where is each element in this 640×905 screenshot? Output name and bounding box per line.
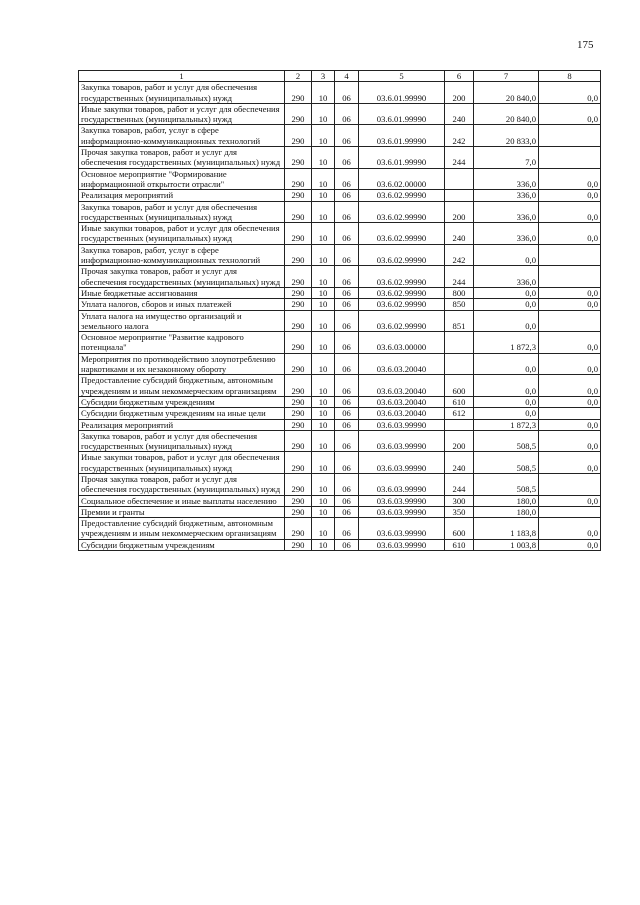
cell-amount-2 (539, 310, 601, 332)
cell-col-2: 290 (285, 396, 312, 407)
cell-col-4: 06 (335, 375, 359, 397)
cell-target-code: 03.6.02.99990 (359, 310, 445, 332)
cell-col-3: 10 (312, 506, 335, 517)
cell-amount: 336,0 (474, 168, 539, 190)
row-name: Основное мероприятие "Развитие кадрового потенциала" (79, 332, 285, 354)
table-row (79, 244, 601, 266)
cell-amount: 336,0 (474, 223, 539, 245)
cell-col-2: 290 (285, 332, 312, 354)
cell-col-4: 06 (335, 147, 359, 169)
cell-col-2: 290 (285, 375, 312, 397)
cell-amount: 0,0 (474, 353, 539, 375)
table-body (79, 82, 601, 551)
cell-target-code: 03.6.02.99990 (359, 299, 445, 310)
row-name: Субсидии бюджетным учреждениям (79, 396, 285, 407)
cell-expense-type: 600 (445, 375, 474, 397)
cell-amount-2 (539, 266, 601, 288)
table-row (79, 518, 601, 540)
cell-col-2: 290 (285, 518, 312, 540)
cell-amount: 336,0 (474, 190, 539, 201)
cell-target-code: 03.6.02.00000 (359, 168, 445, 190)
row-name: Прочая закупка товаров, работ и услуг для обеспечения государственных (муниципальных) нужд (79, 266, 285, 288)
cell-col-4: 06 (335, 223, 359, 245)
cell-amount-2: 0,0 (539, 518, 601, 540)
cell-amount-2: 0,0 (539, 495, 601, 506)
cell-col-2: 290 (285, 82, 312, 104)
cell-amount: 0,0 (474, 287, 539, 298)
cell-col-3: 10 (312, 82, 335, 104)
cell-amount: 1 872,3 (474, 419, 539, 430)
cell-col-2: 290 (285, 168, 312, 190)
cell-expense-type: 240 (445, 452, 474, 474)
cell-col-2: 290 (285, 147, 312, 169)
cell-amount: 180,0 (474, 506, 539, 517)
cell-col-3: 10 (312, 125, 335, 147)
column-header-4: 4 (335, 71, 359, 82)
cell-col-2: 290 (285, 266, 312, 288)
cell-target-code: 03.6.03.99990 (359, 430, 445, 452)
cell-col-2: 290 (285, 419, 312, 430)
table-row (79, 82, 601, 104)
table-row (79, 408, 601, 419)
table-row (79, 310, 601, 332)
table-row (79, 539, 601, 550)
cell-col-2: 290 (285, 539, 312, 550)
cell-col-3: 10 (312, 244, 335, 266)
cell-amount-2: 0,0 (539, 299, 601, 310)
cell-col-3: 10 (312, 299, 335, 310)
cell-col-4: 06 (335, 103, 359, 125)
cell-amount: 0,0 (474, 299, 539, 310)
cell-col-4: 06 (335, 266, 359, 288)
cell-amount: 0,0 (474, 396, 539, 407)
header-row (79, 71, 601, 82)
cell-col-3: 10 (312, 452, 335, 474)
table-row (79, 168, 601, 190)
table-row (79, 396, 601, 407)
column-header-5: 5 (359, 71, 445, 82)
cell-col-4: 06 (335, 539, 359, 550)
cell-target-code: 03.6.02.99990 (359, 244, 445, 266)
cell-expense-type: 240 (445, 223, 474, 245)
cell-target-code: 03.6.02.99990 (359, 287, 445, 298)
cell-col-3: 10 (312, 473, 335, 495)
cell-expense-type: 200 (445, 201, 474, 223)
column-header-6: 6 (445, 71, 474, 82)
page-number: 175 (577, 39, 594, 51)
cell-col-2: 290 (285, 430, 312, 452)
cell-col-2: 290 (285, 125, 312, 147)
cell-col-2: 290 (285, 190, 312, 201)
row-name: Иные бюджетные ассигнования (79, 287, 285, 298)
cell-amount: 20 840,0 (474, 103, 539, 125)
cell-col-3: 10 (312, 495, 335, 506)
table-row (79, 332, 601, 354)
row-name: Прочая закупка товаров, работ и услуг для обеспечения государственных (муниципальных) нужд (79, 473, 285, 495)
cell-target-code: 03.6.03.99990 (359, 419, 445, 430)
cell-amount-2: 0,0 (539, 452, 601, 474)
cell-col-4: 06 (335, 396, 359, 407)
table-row (79, 190, 601, 201)
cell-col-4: 06 (335, 353, 359, 375)
cell-amount: 508,5 (474, 430, 539, 452)
cell-col-3: 10 (312, 103, 335, 125)
cell-col-2: 290 (285, 353, 312, 375)
cell-amount-2: 0,0 (539, 223, 601, 245)
cell-target-code: 03.6.03.99990 (359, 473, 445, 495)
cell-expense-type: 851 (445, 310, 474, 332)
cell-target-code: 03.6.01.99990 (359, 147, 445, 169)
cell-expense-type: 244 (445, 266, 474, 288)
cell-amount-2 (539, 147, 601, 169)
row-name: Иные закупки товаров, работ и услуг для обеспечения государственных (муниципальных) нужд (79, 223, 285, 245)
cell-expense-type (445, 419, 474, 430)
cell-amount: 508,5 (474, 473, 539, 495)
cell-col-4: 06 (335, 310, 359, 332)
cell-col-4: 06 (335, 518, 359, 540)
cell-amount-2 (539, 244, 601, 266)
cell-col-2: 290 (285, 103, 312, 125)
cell-col-2: 290 (285, 287, 312, 298)
cell-amount: 20 833,0 (474, 125, 539, 147)
cell-col-4: 06 (335, 408, 359, 419)
cell-col-4: 06 (335, 506, 359, 517)
cell-amount-2: 0,0 (539, 82, 601, 104)
cell-amount-2: 0,0 (539, 168, 601, 190)
cell-col-2: 290 (285, 244, 312, 266)
row-name: Закупка товаров, работ, услуг в сфере информационно-коммуникационных технологий (79, 244, 285, 266)
cell-target-code: 03.6.03.20040 (359, 353, 445, 375)
cell-amount-2: 0,0 (539, 375, 601, 397)
cell-expense-type: 850 (445, 299, 474, 310)
cell-col-3: 10 (312, 332, 335, 354)
cell-amount: 0,0 (474, 244, 539, 266)
cell-amount: 508,5 (474, 452, 539, 474)
row-name: Закупка товаров, работ и услуг для обеспечения государственных (муниципальных) нужд (79, 430, 285, 452)
cell-col-3: 10 (312, 375, 335, 397)
row-name: Премии и гранты (79, 506, 285, 517)
cell-col-2: 290 (285, 495, 312, 506)
cell-col-4: 06 (335, 473, 359, 495)
cell-expense-type: 244 (445, 147, 474, 169)
cell-target-code: 03.6.03.00000 (359, 332, 445, 354)
cell-expense-type: 610 (445, 396, 474, 407)
cell-amount-2: 0,0 (539, 396, 601, 407)
cell-col-2: 290 (285, 310, 312, 332)
cell-expense-type: 242 (445, 125, 474, 147)
cell-expense-type: 800 (445, 287, 474, 298)
cell-col-3: 10 (312, 190, 335, 201)
cell-expense-type: 600 (445, 518, 474, 540)
cell-target-code: 03.6.03.99990 (359, 518, 445, 540)
cell-col-4: 06 (335, 201, 359, 223)
cell-expense-type (445, 332, 474, 354)
cell-col-3: 10 (312, 201, 335, 223)
cell-amount: 1 183,8 (474, 518, 539, 540)
budget-table (78, 70, 601, 551)
row-name: Иные закупки товаров, работ и услуг для обеспечения государственных (муниципальных) нужд (79, 103, 285, 125)
cell-col-2: 290 (285, 452, 312, 474)
row-name: Социальное обеспечение и иные выплаты населению (79, 495, 285, 506)
row-name: Иные закупки товаров, работ и услуг для обеспечения государственных (муниципальных) нужд (79, 452, 285, 474)
column-header-1: 1 (79, 71, 285, 82)
row-name: Закупка товаров, работ и услуг для обеспечения государственных (муниципальных) нужд (79, 82, 285, 104)
table-row (79, 266, 601, 288)
cell-amount: 1 003,8 (474, 539, 539, 550)
cell-amount: 0,0 (474, 375, 539, 397)
cell-col-4: 06 (335, 168, 359, 190)
cell-col-3: 10 (312, 287, 335, 298)
cell-amount-2: 0,0 (539, 103, 601, 125)
row-name: Реализация мероприятий (79, 419, 285, 430)
cell-expense-type: 244 (445, 473, 474, 495)
table-header (79, 71, 601, 82)
cell-col-4: 06 (335, 244, 359, 266)
cell-expense-type: 242 (445, 244, 474, 266)
cell-col-4: 06 (335, 419, 359, 430)
cell-col-3: 10 (312, 223, 335, 245)
cell-amount-2 (539, 473, 601, 495)
cell-target-code: 03.6.03.20040 (359, 408, 445, 419)
cell-expense-type: 300 (445, 495, 474, 506)
cell-amount: 336,0 (474, 266, 539, 288)
cell-amount-2: 0,0 (539, 539, 601, 550)
cell-col-4: 06 (335, 82, 359, 104)
cell-col-4: 06 (335, 495, 359, 506)
row-name: Мероприятия по противодействию злоупотреблению наркотиками и их незаконному обороту (79, 353, 285, 375)
cell-col-3: 10 (312, 408, 335, 419)
cell-col-4: 06 (335, 125, 359, 147)
table-row (79, 495, 601, 506)
table-row (79, 147, 601, 169)
row-name: Уплата налога на имущество организаций и земельного налога (79, 310, 285, 332)
cell-target-code: 03.6.03.99990 (359, 495, 445, 506)
cell-amount: 336,0 (474, 201, 539, 223)
row-name: Предоставление субсидий бюджетным, автономным учреждениям и иным некоммерческим организациям (79, 518, 285, 540)
column-header-3: 3 (312, 71, 335, 82)
cell-col-3: 10 (312, 147, 335, 169)
cell-expense-type (445, 353, 474, 375)
cell-amount: 180,0 (474, 495, 539, 506)
cell-col-2: 290 (285, 223, 312, 245)
table-row (79, 473, 601, 495)
cell-amount-2: 0,0 (539, 190, 601, 201)
cell-expense-type: 610 (445, 539, 474, 550)
row-name: Субсидии бюджетным учреждениям (79, 539, 285, 550)
cell-amount: 20 840,0 (474, 82, 539, 104)
cell-col-3: 10 (312, 266, 335, 288)
cell-col-2: 290 (285, 408, 312, 419)
cell-amount-2: 0,0 (539, 287, 601, 298)
cell-amount-2 (539, 506, 601, 517)
cell-col-3: 10 (312, 430, 335, 452)
cell-col-4: 06 (335, 190, 359, 201)
cell-target-code: 03.6.03.99990 (359, 539, 445, 550)
table-row (79, 287, 601, 298)
cell-target-code: 03.6.01.99990 (359, 103, 445, 125)
cell-amount-2: 0,0 (539, 332, 601, 354)
cell-col-3: 10 (312, 396, 335, 407)
table-row (79, 353, 601, 375)
column-header-8: 8 (539, 71, 601, 82)
table-row (79, 375, 601, 397)
cell-amount-2: 0,0 (539, 430, 601, 452)
cell-col-4: 06 (335, 287, 359, 298)
cell-expense-type (445, 190, 474, 201)
cell-amount: 0,0 (474, 310, 539, 332)
cell-expense-type: 240 (445, 103, 474, 125)
row-name: Основное мероприятие "Формирование информационной открытости отрасли" (79, 168, 285, 190)
cell-target-code: 03.6.02.99990 (359, 223, 445, 245)
row-name: Закупка товаров, работ и услуг для обеспечения государственных (муниципальных) нужд (79, 201, 285, 223)
cell-col-4: 06 (335, 332, 359, 354)
cell-amount-2 (539, 408, 601, 419)
cell-amount-2: 0,0 (539, 201, 601, 223)
cell-col-2: 290 (285, 506, 312, 517)
cell-target-code: 03.6.01.99990 (359, 125, 445, 147)
cell-target-code: 03.6.03.20040 (359, 375, 445, 397)
column-header-7: 7 (474, 71, 539, 82)
table-row (79, 299, 601, 310)
cell-col-3: 10 (312, 518, 335, 540)
row-name: Субсидии бюджетным учреждениям на иные цели (79, 408, 285, 419)
cell-target-code: 03.6.02.99990 (359, 190, 445, 201)
cell-target-code: 03.6.03.99990 (359, 452, 445, 474)
cell-target-code: 03.6.03.99990 (359, 506, 445, 517)
cell-expense-type (445, 168, 474, 190)
cell-amount: 1 872,3 (474, 332, 539, 354)
cell-col-3: 10 (312, 168, 335, 190)
row-name: Прочая закупка товаров, работ и услуг для обеспечения государственных (муниципальных) нужд (79, 147, 285, 169)
cell-target-code: 03.6.02.99990 (359, 201, 445, 223)
cell-amount-2 (539, 125, 601, 147)
cell-amount: 0,0 (474, 408, 539, 419)
cell-expense-type: 200 (445, 82, 474, 104)
table-row (79, 103, 601, 125)
row-name: Уплата налогов, сборов и иных платежей (79, 299, 285, 310)
cell-expense-type: 350 (445, 506, 474, 517)
cell-amount: 7,0 (474, 147, 539, 169)
row-name: Предоставление субсидий бюджетным, автономным учреждениям и иным некоммерческим организациям (79, 375, 285, 397)
cell-expense-type: 200 (445, 430, 474, 452)
cell-col-3: 10 (312, 539, 335, 550)
table-row (79, 419, 601, 430)
table-row (79, 430, 601, 452)
cell-col-4: 06 (335, 452, 359, 474)
cell-amount-2: 0,0 (539, 419, 601, 430)
table-row (79, 452, 601, 474)
table-row (79, 125, 601, 147)
cell-col-2: 290 (285, 201, 312, 223)
cell-target-code: 03.6.02.99990 (359, 266, 445, 288)
cell-col-3: 10 (312, 310, 335, 332)
cell-target-code: 03.6.03.20040 (359, 396, 445, 407)
cell-amount-2: 0,0 (539, 353, 601, 375)
cell-col-4: 06 (335, 299, 359, 310)
cell-col-3: 10 (312, 353, 335, 375)
cell-expense-type: 612 (445, 408, 474, 419)
cell-col-4: 06 (335, 430, 359, 452)
cell-col-2: 290 (285, 473, 312, 495)
row-name: Реализация мероприятий (79, 190, 285, 201)
table-row (79, 506, 601, 517)
cell-col-3: 10 (312, 419, 335, 430)
table-row (79, 223, 601, 245)
row-name: Закупка товаров, работ, услуг в сфере информационно-коммуникационных технологий (79, 125, 285, 147)
column-header-2: 2 (285, 71, 312, 82)
cell-target-code: 03.6.01.99990 (359, 82, 445, 104)
cell-col-2: 290 (285, 299, 312, 310)
table-row (79, 201, 601, 223)
